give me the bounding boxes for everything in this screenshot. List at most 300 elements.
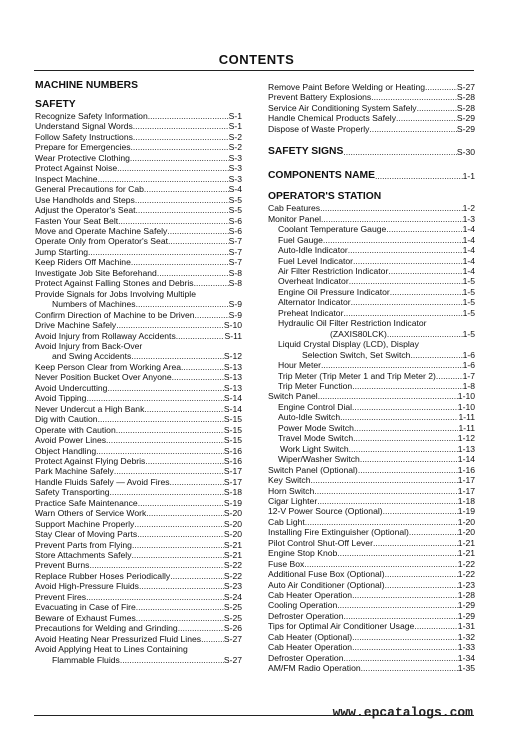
toc-entry-title: Follow Safety Instructions: [35, 131, 133, 142]
toc-entry-page: S-25: [223, 602, 242, 613]
toc-entry-title: Keep Riders Off Machine: [35, 257, 131, 268]
toc-entry-title: Remove Paint Before Welding or Heating: [268, 82, 425, 92]
toc-entry-page: S-25: [223, 612, 242, 623]
leader-dots: [396, 113, 457, 123]
toc-entry[interactable]: [35, 655, 242, 665]
toc-entry-page: S-27: [456, 82, 475, 92]
leader-dots: [386, 224, 462, 234]
toc-entry-page: 1-22: [457, 569, 475, 580]
toc-entry[interactable]: [268, 235, 475, 245]
toc-entry-title: Handle Chemical Products Safely: [268, 113, 397, 124]
toc-entry[interactable]: [268, 318, 475, 328]
toc-entry-title: Prevent Parts from Flying: [35, 539, 132, 550]
toc-entry[interactable]: [268, 82, 475, 92]
toc-entry[interactable]: [35, 142, 242, 152]
toc-entry[interactable]: [35, 529, 242, 539]
toc-entry[interactable]: [268, 465, 475, 475]
toc-entry-title: (ZAXIS80LCK): [330, 328, 387, 339]
safety-signs-page: S-30: [456, 147, 475, 158]
leader-dots: [410, 350, 462, 360]
toc-entry-title: Keep Person Clear from Working Area: [35, 361, 182, 372]
toc-entry[interactable]: [268, 611, 475, 621]
toc-entry[interactable]: [268, 266, 475, 276]
toc-entry[interactable]: [35, 289, 242, 299]
toc-entry[interactable]: [35, 195, 242, 205]
toc-entry-page: S-19: [223, 497, 242, 508]
toc-entry[interactable]: [268, 360, 475, 370]
toc-entry-page: 1-8: [462, 380, 475, 391]
leader-dots: [343, 308, 462, 318]
toc-entry-page: S-16: [223, 445, 242, 456]
toc-entry-page: S-6: [228, 215, 242, 226]
toc-entry-title: Avoid Injury from Back-Over: [35, 340, 143, 351]
toc-entry-page: 1-5: [462, 286, 475, 297]
leader-dots: [144, 184, 229, 194]
toc-entry-title: Tips for Optimal Air Conditioner Usage: [268, 621, 415, 632]
toc-entry[interactable]: [35, 362, 242, 372]
toc-entry[interactable]: [35, 623, 242, 633]
toc-entry-title: Replace Rubber Hoses Periodically: [35, 570, 171, 581]
toc-entry[interactable]: [35, 163, 242, 173]
toc-entry[interactable]: [268, 444, 475, 454]
toc-entry-page: S-7: [228, 257, 242, 268]
toc-entry-page: S-14: [223, 393, 242, 404]
leader-dots: [170, 477, 224, 487]
leader-dots: [131, 351, 224, 361]
toc-entry[interactable]: [268, 475, 475, 485]
toc-entry-title: Warn Others of Service Work: [35, 508, 147, 519]
toc-entry-title: Numbers of Machines: [52, 299, 136, 310]
toc-entry-title: Switch Panel (Optional): [268, 464, 358, 475]
toc-entry-page: S-20: [223, 529, 242, 540]
toc-entry-title: Confirm Direction of Machine to be Driven: [35, 309, 195, 320]
toc-entry[interactable]: [35, 184, 242, 194]
toc-entry[interactable]: [268, 621, 475, 631]
toc-entry-title: Alternator Indicator: [278, 297, 351, 308]
toc-entry[interactable]: [35, 247, 242, 257]
safety-signs-entry[interactable]: [268, 146, 475, 158]
toc-entry-title: Flammable Fluids: [52, 654, 120, 665]
toc-entry-title: and Swing Accidents: [52, 351, 132, 362]
toc-entry-page: 1-20: [457, 527, 475, 538]
leader-dots: [337, 548, 458, 558]
toc-entry-page: S-23: [223, 581, 242, 592]
leader-dots: [354, 423, 458, 433]
leader-dots: [130, 153, 229, 163]
toc-entry-title: Never Position Bucket Over Anyone: [35, 372, 172, 383]
leader-dots: [352, 381, 462, 391]
toc-entry[interactable]: [35, 644, 242, 654]
leader-dots: [314, 486, 457, 496]
page-title: CONTENTS: [218, 52, 295, 67]
toc-entry-page: 1-17: [457, 475, 475, 486]
toc-entry-page: 1-32: [457, 631, 475, 642]
toc-entry-page: S-5: [228, 194, 242, 205]
toc-entry-page: S-1: [228, 121, 242, 132]
toc-entry-page: S-17: [223, 466, 242, 477]
toc-entry[interactable]: [35, 111, 242, 121]
toc-entry-title: Fuel Gauge: [278, 234, 323, 245]
toc-entry[interactable]: [268, 381, 475, 391]
toc-entry[interactable]: [35, 540, 242, 550]
leader-dots: [343, 611, 457, 621]
toc-entry-title: Cab Heater Operation: [268, 642, 353, 653]
toc-entry[interactable]: [268, 600, 475, 610]
toc-entry[interactable]: [268, 371, 475, 381]
toc-entry-title: Cigar Lighter: [268, 495, 318, 506]
toc-entry-title: Coolant Temperature Gauge: [278, 224, 387, 235]
toc-entry[interactable]: [35, 257, 242, 267]
toc-entry-title: Protect Against Flying Debris: [35, 455, 146, 466]
toc-entry-title: Horn Switch: [268, 485, 315, 496]
toc-entry-page: 1-3: [462, 213, 475, 224]
toc-entry[interactable]: [268, 297, 475, 307]
toc-entry-page: S-22: [223, 560, 242, 571]
toc-entry-page: 1-29: [457, 610, 475, 621]
leader-dots: [349, 444, 458, 454]
toc-entry[interactable]: [35, 498, 242, 508]
leader-dots: [117, 163, 228, 173]
toc-entry-page: S-12: [223, 351, 242, 362]
toc-entry-title: Auto Air Conditioner (Optional): [268, 579, 385, 590]
toc-entry[interactable]: [268, 663, 475, 673]
toc-entry[interactable]: [268, 632, 475, 642]
leader-dots: [144, 404, 223, 414]
toc-entry-title: Travel Mode Switch: [278, 433, 354, 444]
toc-entry[interactable]: [268, 339, 475, 349]
leader-dots: [114, 466, 224, 476]
toc-entry[interactable]: [268, 496, 475, 506]
toc-entry[interactable]: [35, 236, 242, 246]
toc-entry[interactable]: [268, 538, 475, 548]
toc-entry[interactable]: [268, 214, 475, 224]
toc-entry[interactable]: [35, 435, 242, 445]
toc-entry-page: 1-4: [462, 265, 475, 276]
leader-dots: [343, 146, 457, 158]
leader-dots: [369, 124, 456, 134]
toc-entry-page: S-20: [223, 508, 242, 519]
toc-entry-page: 1-5: [462, 307, 475, 318]
leader-dots: [145, 456, 224, 466]
toc-entry-title: Wiper/Washer Switch: [278, 454, 360, 465]
toc-entry[interactable]: [35, 560, 242, 570]
toc-entry-title: Avoid Power Lines: [35, 435, 107, 446]
toc-entry-page: 1-19: [457, 506, 475, 517]
toc-entry-page: 1-2: [462, 203, 475, 214]
toc-entry-title: Avoid High-Pressure Fluids: [35, 581, 139, 592]
toc-entry[interactable]: [35, 310, 242, 320]
toc-entry[interactable]: [35, 320, 242, 330]
toc-entry-title: Evacuating in Case of Fire: [35, 602, 136, 613]
leader-dots: [96, 446, 224, 456]
leader-dots: [352, 402, 458, 412]
toc-entry[interactable]: [268, 506, 475, 516]
toc-entry-page: S-7: [228, 246, 242, 257]
toc-entry-title: Beware of Exhaust Fumes: [35, 612, 136, 623]
toc-entry[interactable]: [268, 113, 475, 123]
toc-entry-title: Provide Signals for Jobs Involving Multiple: [35, 288, 196, 299]
leader-dots: [136, 205, 229, 215]
toc-entry-title: Defroster Operation: [268, 652, 344, 663]
toc-entry-title: Preheat Indicator: [278, 307, 344, 318]
toc-entry[interactable]: [35, 393, 242, 403]
toc-entry-page: S-17: [223, 476, 242, 487]
toc-entry-title: Additional Fuse Box (Optional): [268, 569, 385, 580]
toc-entry[interactable]: [35, 456, 242, 466]
toc-entry-page: S-20: [223, 518, 242, 529]
toc-entry[interactable]: [35, 519, 242, 529]
toc-entry-page: S-15: [223, 435, 242, 446]
leader-dots: [120, 655, 224, 665]
toc-entry-page: S-3: [228, 173, 242, 184]
toc-entry-page: 1-5: [462, 276, 475, 287]
toc-entry[interactable]: [35, 414, 242, 424]
leader-dots: [390, 287, 463, 297]
leader-dots: [107, 383, 223, 393]
toc-entry[interactable]: [268, 548, 475, 558]
components-name-entry[interactable]: [268, 170, 475, 182]
leader-dots: [89, 560, 223, 570]
toc-entry-page: 1-13: [457, 443, 475, 454]
toc-entry[interactable]: [35, 174, 242, 184]
toc-entry[interactable]: [35, 132, 242, 142]
toc-entry-title: Protect Against Noise: [35, 163, 118, 174]
toc-entry[interactable]: [35, 634, 242, 644]
toc-entry[interactable]: [268, 454, 475, 464]
toc-entry[interactable]: [268, 329, 475, 339]
toc-entry-title: Installing Fire Extinguisher (Optional): [268, 527, 409, 538]
leader-dots: [425, 82, 457, 92]
toc-entry[interactable]: [268, 423, 475, 433]
toc-entry[interactable]: [268, 308, 475, 318]
leader-dots: [305, 517, 458, 527]
leader-dots: [136, 613, 224, 623]
toc-entry[interactable]: [268, 256, 475, 266]
toc-entry-page: 1-29: [457, 600, 475, 611]
toc-entry-page: 1-10: [457, 401, 475, 412]
toc-entry-title: Service Air Conditioning System Safely: [268, 102, 417, 113]
toc-entry[interactable]: [35, 351, 242, 361]
leader-dots: [167, 226, 228, 236]
toc-entry[interactable]: [35, 299, 242, 309]
toc-entry[interactable]: [268, 412, 475, 422]
toc-entry[interactable]: [35, 216, 242, 226]
toc-entry-title: Avoid Heating Near Pressurized Fluid Lines: [35, 633, 202, 644]
toc-entry-page: S-13: [223, 372, 242, 383]
toc-entry-page: S-28: [456, 102, 475, 113]
toc-entry[interactable]: [35, 508, 242, 518]
toc-entry-page: 1-21: [457, 537, 475, 548]
toc-entry-title: Handle Fluids Safely — Avoid Fires: [35, 476, 170, 487]
toc-entry[interactable]: [268, 580, 475, 590]
toc-entry[interactable]: [268, 92, 475, 102]
toc-entry-title: Trip Meter Function: [278, 380, 353, 391]
toc-entry[interactable]: [35, 581, 242, 591]
toc-entry-page: 1-34: [457, 652, 475, 663]
toc-entry-page: 1-18: [457, 495, 475, 506]
toc-entry[interactable]: [268, 350, 475, 360]
toc-entry-title: Auto-Idle Indicator: [278, 245, 348, 256]
toc-entry[interactable]: [35, 341, 242, 351]
toc-entry[interactable]: [268, 224, 475, 234]
toc-entry-page: S-16: [223, 455, 242, 466]
toc-entry[interactable]: [268, 124, 475, 134]
toc-entry-title: Engine Control Dial: [278, 401, 353, 412]
toc-entry-page: 1-4: [462, 245, 475, 256]
toc-entry-title: Fuse Box: [268, 558, 305, 569]
toc-entry[interactable]: [268, 653, 475, 663]
toc-entry[interactable]: [35, 205, 242, 215]
toc-entry[interactable]: [35, 466, 242, 476]
toc-entry-title: Defroster Operation: [268, 610, 344, 621]
toc-entry-title: Avoid Undercutting: [35, 382, 108, 393]
safety-continued-list: [268, 82, 475, 134]
leader-dots: [168, 236, 229, 246]
toc-entry-page: S-3: [228, 163, 242, 174]
toc-entry-title: Stay Clear of Moving Parts: [35, 529, 138, 540]
leader-dots: [375, 170, 463, 182]
leader-dots: [86, 393, 223, 403]
toc-entry-title: Work Light Switch: [280, 443, 349, 454]
toc-entry-page: S-22: [223, 570, 242, 581]
toc-entry-page: S-8: [228, 267, 242, 278]
leader-dots: [383, 506, 458, 516]
leader-dots: [135, 195, 229, 205]
toc-entry[interactable]: [268, 276, 475, 286]
toc-entry-title: Practice Safe Maintenance: [35, 497, 138, 508]
toc-entry[interactable]: [268, 527, 475, 537]
toc-entry-page: 1-20: [457, 516, 475, 527]
leader-dots: [385, 580, 458, 590]
toc-entry[interactable]: [35, 383, 242, 393]
toc-entry-title: Overheat Indicator: [278, 276, 349, 287]
toc-entry[interactable]: [268, 402, 475, 412]
toc-entry-page: S-13: [223, 382, 242, 393]
toc-entry[interactable]: [35, 550, 242, 560]
toc-entry[interactable]: [35, 487, 242, 497]
toc-entry-page: S-13: [223, 361, 242, 372]
toc-entry-page: 1-4: [462, 224, 475, 235]
leader-dots: [106, 435, 224, 445]
toc-entry-title: Support Machine Properly: [35, 518, 135, 529]
toc-entry[interactable]: [268, 103, 475, 113]
toc-entry[interactable]: [268, 559, 475, 569]
toc-entry-page: S-9: [228, 309, 242, 320]
toc-entry-title: Hour Meter: [278, 360, 321, 371]
leader-dots: [133, 132, 229, 142]
toc-entry-page: S-8: [228, 278, 242, 289]
toc-entry-page: 1-21: [457, 548, 475, 559]
toc-entry-page: S-21: [223, 550, 242, 561]
toc-entry[interactable]: [268, 287, 475, 297]
leader-dots: [136, 299, 229, 309]
leader-dots: [170, 571, 224, 581]
leader-dots: [340, 412, 458, 422]
toc-entry[interactable]: [268, 569, 475, 579]
toc-entry[interactable]: [35, 425, 242, 435]
toc-entry[interactable]: [268, 245, 475, 255]
toc-entry[interactable]: [35, 372, 242, 382]
toc-entry-title: Recognize Safety Information: [35, 111, 148, 121]
toc-entry-page: S-24: [223, 591, 242, 602]
leader-dots: [194, 278, 229, 288]
leader-dots: [138, 498, 224, 508]
operators-station-entry-list: [268, 203, 475, 673]
toc-entry[interactable]: [35, 477, 242, 487]
toc-entry-page: S-21: [223, 539, 242, 550]
toc-entry[interactable]: [268, 391, 475, 401]
toc-entry-title: Investigate Job Site Beforehand: [35, 267, 157, 278]
toc-entry-page: S-27: [223, 633, 242, 644]
toc-entry[interactable]: [35, 404, 242, 414]
top-rule: [34, 70, 474, 71]
toc-entry[interactable]: [35, 571, 242, 581]
toc-entry-title: Inspect Machine: [35, 173, 98, 184]
toc-entry-page: S-27: [223, 654, 242, 665]
leader-dots: [323, 235, 463, 245]
leader-dots: [176, 331, 225, 341]
operators-station-heading: OPERATOR'S STATION: [268, 191, 382, 203]
leader-dots: [321, 214, 463, 224]
leader-dots: [317, 496, 458, 506]
toc-entry[interactable]: [35, 602, 242, 612]
leader-dots: [318, 391, 458, 401]
toc-entry-page: 1-33: [457, 642, 475, 653]
leader-dots: [360, 454, 458, 464]
leader-dots: [157, 268, 229, 278]
toc-entry[interactable]: [35, 592, 242, 602]
toc-entry-title: Cooling Operation: [268, 600, 338, 611]
toc-entry-page: 1-7: [462, 370, 475, 381]
leader-dots: [195, 310, 229, 320]
toc-entry-page: S-28: [456, 92, 475, 103]
toc-entry[interactable]: [268, 433, 475, 443]
toc-entry-page: 1-11: [458, 422, 475, 433]
toc-entry-page: 1-6: [462, 349, 475, 360]
toc-entry-title: AM/FM Radio Operation: [268, 663, 361, 674]
toc-entry[interactable]: [35, 268, 242, 278]
toc-entry-title: Power Mode Switch: [278, 422, 354, 433]
toc-entry-title: Liquid Crystal Display (LCD), Display: [278, 339, 419, 350]
components-name-page: 1-1: [462, 171, 475, 182]
toc-entry-page: S-7: [228, 236, 242, 247]
toc-entry[interactable]: [35, 153, 242, 163]
toc-entry-title: Store Attachments Safely: [35, 550, 132, 561]
leader-dots: [136, 602, 224, 612]
toc-entry[interactable]: [268, 517, 475, 527]
toc-entry[interactable]: [35, 613, 242, 623]
toc-entry[interactable]: [35, 446, 242, 456]
toc-entry-title: Protect Against Falling Stones and Debris: [35, 278, 194, 289]
toc-entry[interactable]: [268, 590, 475, 600]
toc-entry-title: Cab Light: [268, 516, 305, 527]
toc-entry-title: Prevent Burns: [35, 560, 90, 571]
leader-dots: [436, 371, 463, 381]
leader-dots: [320, 203, 463, 213]
toc-entry-page: S-26: [223, 623, 242, 634]
toc-entry[interactable]: [35, 278, 242, 288]
toc-entry-page: S-10: [223, 320, 242, 331]
toc-entry-page: 1-14: [457, 454, 475, 465]
toc-entry[interactable]: [268, 642, 475, 652]
toc-entry[interactable]: [35, 226, 242, 236]
toc-entry[interactable]: [35, 331, 242, 341]
toc-entry[interactable]: [35, 121, 242, 131]
toc-entry[interactable]: [268, 203, 475, 213]
machine-numbers-heading: MACHINE NUMBERS: [35, 80, 138, 91]
toc-entry[interactable]: [268, 486, 475, 496]
toc-entry-title: Avoid Applying Heat to Lines Containing: [35, 644, 188, 655]
